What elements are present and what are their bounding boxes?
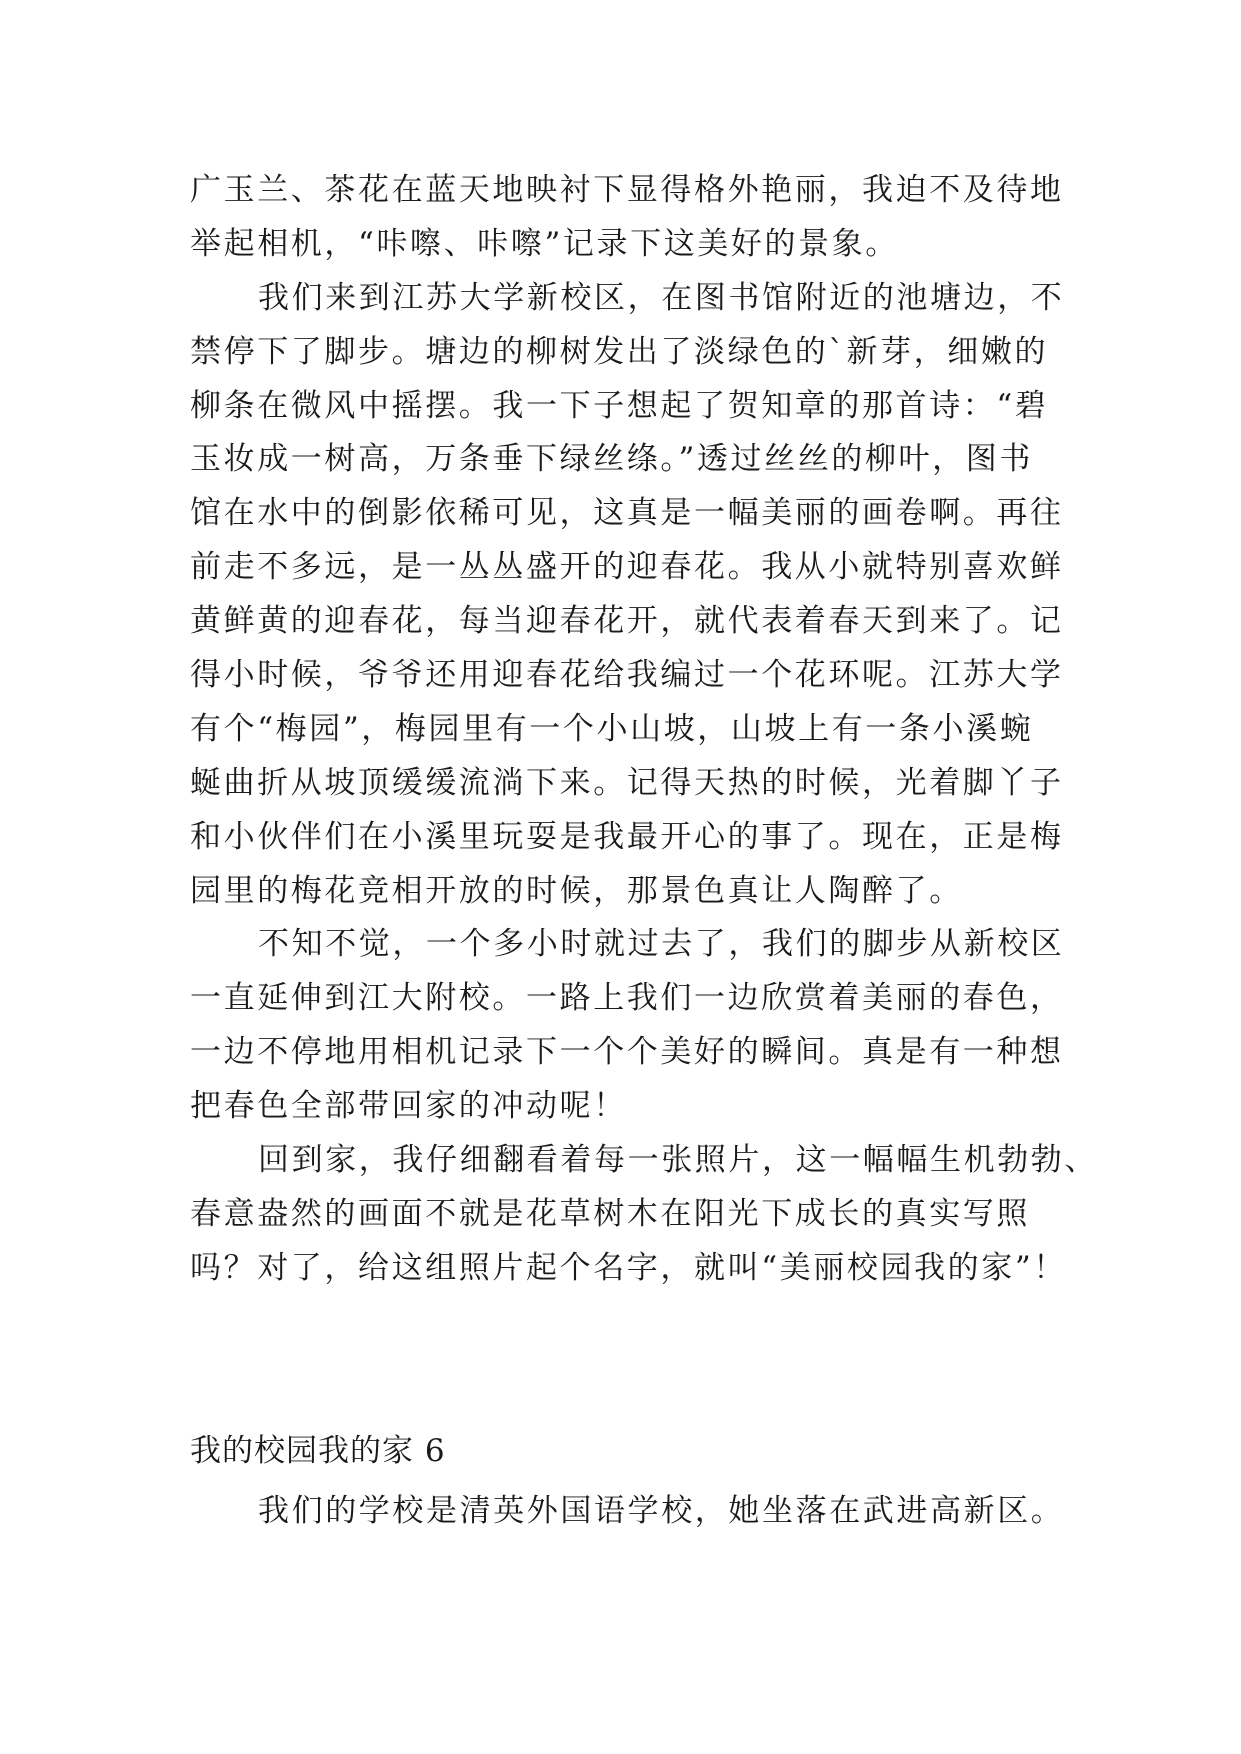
text-line: 春意盎然的画面不就是花草树木在阳光下成长的真实写照 [190, 1195, 1030, 1232]
text-line: 吗？对了，给这组照片起个名字，就叫“美丽校园我的家”！ [190, 1249, 1067, 1286]
text-line: 举起相机，“咔嚓、咔嚓”记录下这美好的景象。 [190, 225, 899, 262]
text-line: 有个“梅园”，梅园里有一个小山坡，山坡上有一条小溪蜿 [190, 710, 1034, 747]
text-line: 一边不停地用相机记录下一个个美好的瞬间。真是有一种想 [190, 1034, 1064, 1071]
text-line: 得小时候，爷爷还用迎春花给我编过一个花环呢。江苏大学 [190, 657, 1064, 694]
paragraph-start-line: 我们的学校是清英外国语学校，她坐落在武进高新区。 [258, 1493, 1065, 1529]
text-line: 禁停下了脚步。塘边的柳树发出了淡绿色的`新芽，细嫩的 [190, 333, 1049, 370]
text-line: 园里的梅花竞相开放的时候，那景色真让人陶醉了。 [190, 872, 963, 909]
paragraph-start-line: 我们来到江苏大学新校区，在图书馆附近的池塘边，不 [258, 279, 1065, 316]
paragraph-start-line: 回到家，我仔细翻看着每一张照片，这一幅幅生机勃勃、 [258, 1142, 1098, 1179]
text-line: 和小伙伴们在小溪里玩耍是我最开心的事了。现在，正是梅 [190, 818, 1064, 855]
paragraph-start-line: 不知不觉，一个多小时就过去了，我们的脚步从新校区 [258, 926, 1065, 963]
text-line: 玉妆成一树高，万条垂下绿丝绦。”透过丝丝的柳叶，图书 [190, 441, 1033, 478]
text-line: 黄鲜黄的迎春花，每当迎春花开，就代表着春天到来了。记 [190, 603, 1064, 640]
text-line: 馆在水中的倒影依稀可见，这真是一幅美丽的画卷啊。再往 [190, 495, 1064, 532]
text-line: 广玉兰、茶花在蓝天地映衬下显得格外艳丽，我迫不及待地 [190, 172, 1064, 208]
text-line: 一直延伸到江大附校。一路上我们一边欣赏着美丽的春色， [190, 980, 1064, 1017]
text-line: 把春色全部带回家的冲动呢！ [190, 1088, 627, 1125]
text-line: 蜒曲折从坡顶缓缓流淌下来。记得天热的时候，光着脚丫子 [190, 764, 1064, 801]
text-line: 前走不多远，是一丛丛盛开的迎春花。我从小就特别喜欢鲜 [190, 549, 1064, 586]
essay-body [190, 164, 1098, 1296]
text-line: 柳条在微风中摇摆。我一下子想起了贺知章的那首诗：“碧 [190, 387, 1049, 424]
second-essay-body [190, 1485, 1090, 1539]
section-heading: 我的校园我的家 6 [190, 1433, 446, 1469]
